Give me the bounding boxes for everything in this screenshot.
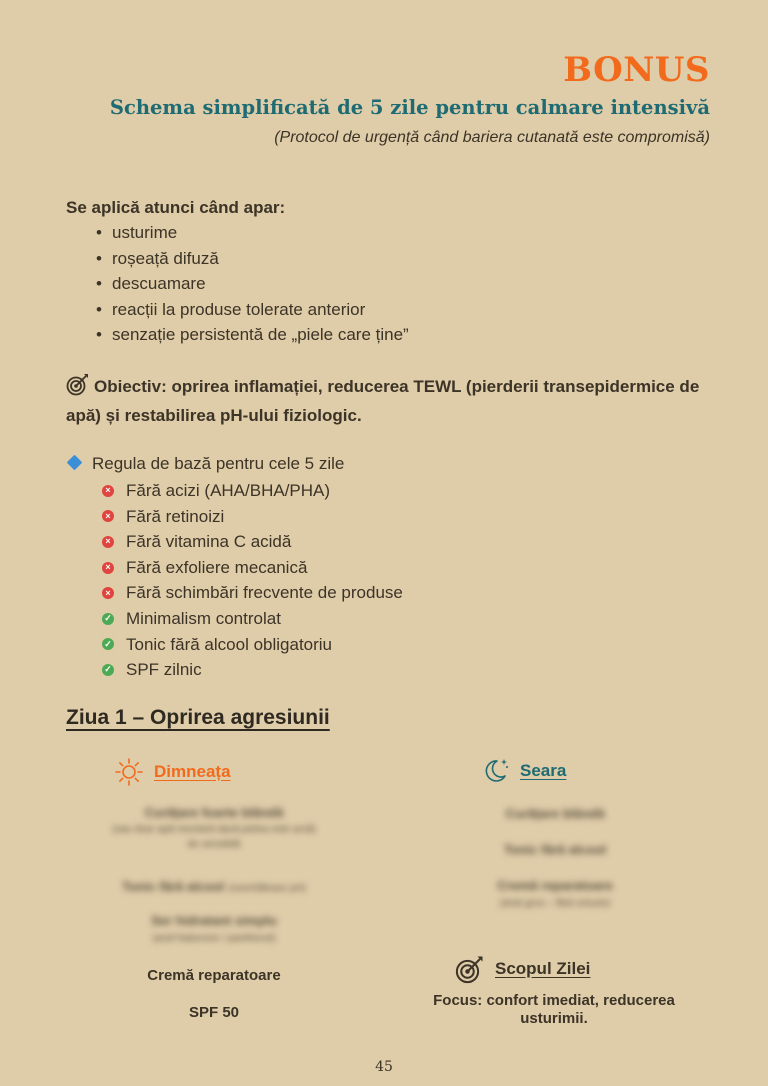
diamond-icon	[67, 455, 83, 471]
list-item: × Fără schimbări frecvente de produse	[102, 580, 403, 606]
page-subtitle: Schema simplificată de 5 zile pentru calmare intensivă	[109, 96, 710, 119]
objective-block	[66, 372, 706, 430]
target-icon	[66, 372, 90, 396]
evening-heading	[480, 756, 566, 786]
rules-list	[102, 478, 403, 683]
morning-label: Dimneața	[154, 762, 231, 781]
check-circle-icon: ✓	[102, 638, 114, 650]
list-item: • usturime	[96, 220, 409, 246]
sun-icon	[114, 757, 144, 787]
objective-text: Obiectiv: oprirea inflamației, reducerea TEWL (pierderii transepidermice de apă) și restabilirea pH-ului fiziologic.	[66, 377, 700, 425]
morning-step-2: Tonic fără alcool (reechilibrare pH)	[121, 879, 307, 894]
morning-heading	[114, 757, 231, 787]
goal-label: Scopul Zilei	[495, 959, 591, 978]
list-item: • senzație persistentă de „piele care ține”	[96, 322, 409, 348]
list-item: × Fără retinoizi	[102, 504, 403, 530]
protocol-note: (Protocol de urgență când bariera cutanată este compromisă)	[274, 129, 710, 146]
morning-step-3: Ser hidratant simplu (acid hialuronic / panthenol)	[151, 913, 277, 944]
check-circle-icon: ✓	[102, 664, 114, 676]
list-item: • roșeață difuză	[96, 246, 409, 272]
page-number: 45	[375, 1059, 393, 1075]
evening-step-1: Curățare blândă	[505, 806, 605, 821]
morning-spf: SPF 50	[188, 1004, 240, 1021]
goal-text: Focus: confort imediat, reducerea usturimii.	[433, 992, 675, 1027]
symptom-list	[96, 220, 409, 348]
check-circle-icon: ✓	[102, 613, 114, 625]
evening-step-2: Tonic fără alcool	[503, 842, 607, 857]
list-item: × Fără vitamina C acidă	[102, 529, 403, 555]
bonus-heading: BONUS	[563, 50, 710, 90]
list-item: ✓ SPF zilnic	[102, 657, 403, 683]
list-item: ✓ Tonic fără alcool obligatoriu	[102, 632, 403, 658]
target-icon	[455, 954, 485, 984]
morning-step-1: Curățare foarte blândă (sau doar apă micelară dacă pielea este arsă) de sensibilă	[112, 805, 316, 850]
evening-step-3: Cremă reparatoare (strat gros ‒ fără ocluzie)	[497, 878, 613, 909]
list-item: • descuamare	[96, 271, 409, 297]
cross-circle-icon: ×	[102, 485, 114, 497]
moon-stars-icon	[480, 756, 510, 786]
list-item: × Fără exfoliere mecanică	[102, 555, 403, 581]
cross-circle-icon: ×	[102, 587, 114, 599]
cross-circle-icon: ×	[102, 562, 114, 574]
list-item: ✓ Minimalism controlat	[102, 606, 403, 632]
list-item: × Fără acizi (AHA/BHA/PHA)	[102, 478, 403, 504]
applies-title: Se aplică atunci când apar:	[66, 198, 286, 217]
morning-cream: Cremă reparatoare	[147, 967, 281, 984]
cross-circle-icon: ×	[102, 510, 114, 522]
goal-heading	[455, 954, 590, 984]
day-title: Ziua 1 – Oprirea agresiunii	[66, 706, 330, 729]
evening-label: Seara	[520, 761, 567, 780]
rule-title: Regula de bază pentru cele 5 zile	[66, 454, 344, 474]
list-item: • reacții la produse tolerate anterior	[96, 297, 409, 323]
cross-circle-icon: ×	[102, 536, 114, 548]
